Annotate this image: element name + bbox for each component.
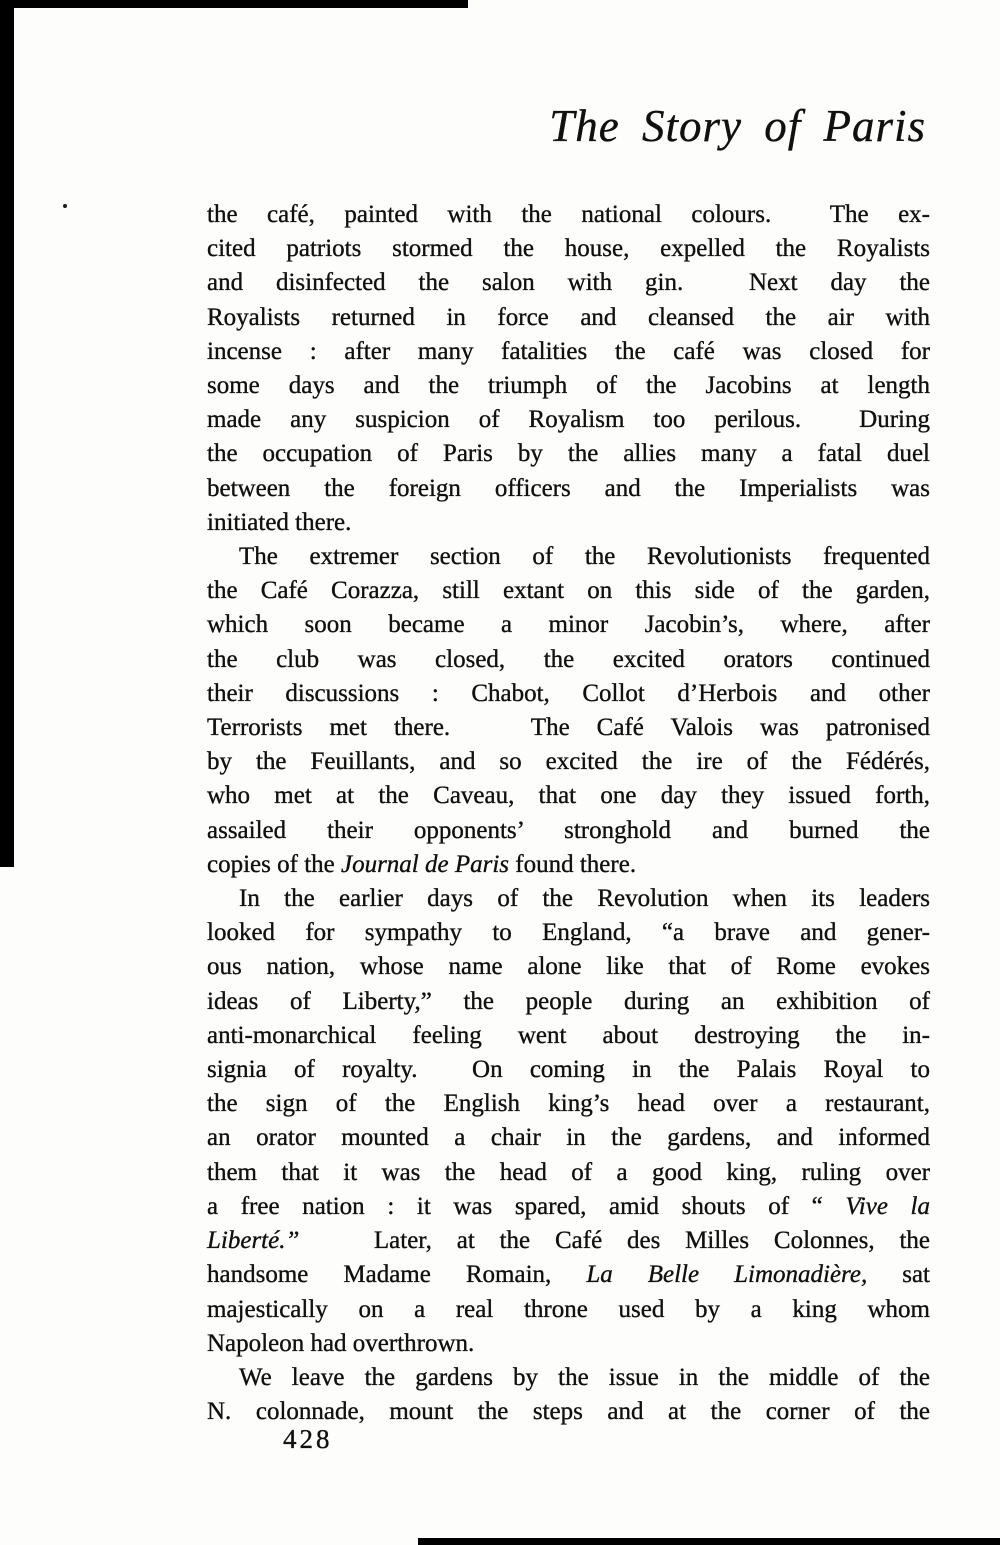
body-text-block (207, 198, 930, 1429)
page-number: 428 (283, 1424, 333, 1454)
text-line (207, 1019, 930, 1053)
text-segment: assailed their opponents’ stronghold and burned the (207, 816, 930, 844)
text-segment: the sign of the English king’s head over a restaurant, (207, 1090, 930, 1118)
text-segment: made any suspicion of Royalism too perilous. During (207, 406, 930, 434)
text-line (207, 437, 930, 471)
text-line (207, 1327, 930, 1361)
running-header-title: The Story of Paris (549, 101, 926, 151)
text-line (207, 848, 930, 882)
text-segment: Terrorists met there. The Café Valois was patronised (207, 714, 930, 742)
text-line (207, 1087, 930, 1121)
paragraph (207, 1361, 930, 1429)
text-segment: sat (867, 1261, 930, 1289)
italic-text-segment: Vive la (845, 1192, 931, 1220)
text-line (207, 266, 930, 300)
text-line (207, 1053, 930, 1087)
text-line (207, 985, 930, 1019)
text-segment: them that it was the head of a good king, ruling over (207, 1158, 930, 1186)
scan-edge-left-bar (0, 0, 14, 867)
text-line (207, 1224, 930, 1258)
text-segment: which soon became a minor Jacobin’s, where, after (207, 611, 930, 639)
text-segment: some days and the triumph of the Jacobins at length (207, 372, 930, 400)
italic-text-segment: La Belle Limonadière, (586, 1261, 868, 1289)
text-segment: In the earlier days of the Revolution when its leaders (239, 885, 930, 913)
text-line (207, 574, 930, 608)
text-segment: found there. (509, 850, 637, 878)
text-segment: initiated there. (207, 508, 352, 536)
text-line (207, 643, 930, 677)
text-line (207, 1121, 930, 1155)
text-line (207, 745, 930, 779)
text-line (207, 677, 930, 711)
text-segment: The extremer section of the Revolutionists frequented (239, 543, 930, 571)
paragraph (207, 198, 930, 540)
text-line (207, 950, 930, 984)
text-segment: signia of royalty. On coming in the Palais Royal to (207, 1056, 930, 1084)
text-segment: between the foreign officers and the Imperialists was (207, 474, 930, 502)
text-line (207, 335, 930, 369)
text-line (207, 814, 930, 848)
text-line (207, 301, 930, 335)
text-segment: ideas of Liberty,” the people during an exhibition of (207, 987, 930, 1015)
text-segment: handsome Madame Romain, (207, 1261, 587, 1289)
text-segment: looked for sympathy to England, “a brave and gener- (207, 919, 930, 947)
text-segment: incense : after many fatalities the café was closed for (207, 337, 930, 365)
text-segment: Royalists returned in force and cleansed the air with (207, 303, 930, 331)
text-segment: and disinfected the salon with gin. Next day the (207, 269, 930, 297)
paragraph (207, 540, 930, 882)
text-segment: the club was closed, the excited orators continued (207, 645, 930, 673)
text-line (207, 1258, 930, 1292)
text-segment: anti-monarchical feeling went about destroying the in- (207, 1021, 930, 1049)
text-segment: cited patriots stormed the house, expelled the Royalists (207, 235, 930, 263)
text-segment: Napoleon had overthrown. (207, 1329, 475, 1357)
text-line (207, 608, 930, 642)
text-segment: We leave the gardens by the issue in the middle of the (239, 1363, 930, 1391)
text-line (207, 472, 930, 506)
text-segment: their discussions : Chabot, Collot d’Herbois and other (207, 679, 930, 707)
scan-edge-top-bar (0, 0, 468, 8)
text-segment: the café, painted with the national colours. The ex- (207, 201, 930, 228)
text-segment: Later, at the Café des Milles Colonnes, the (299, 1227, 930, 1255)
text-line (207, 1293, 930, 1327)
text-line (207, 403, 930, 437)
text-line (207, 779, 930, 813)
text-segment: majestically on a real throne used by a king whom (207, 1295, 930, 1323)
text-line (207, 1156, 930, 1190)
text-line (207, 506, 930, 540)
text-segment: the occupation of Paris by the allies many a fatal duel (207, 440, 930, 468)
italic-text-segment: Journal de Paris (340, 850, 510, 878)
text-line (207, 1190, 930, 1224)
text-segment: the Café Corazza, still extant on this side of the garden, (207, 577, 930, 605)
italic-text-segment: Liberté.” (207, 1227, 300, 1255)
text-line (207, 198, 930, 232)
text-line (207, 540, 930, 574)
text-line (207, 916, 930, 950)
text-line (207, 882, 930, 916)
text-line (207, 369, 930, 403)
ink-speck (63, 204, 67, 208)
text-segment: a free nation : it was spared, amid shouts of “ (207, 1192, 846, 1220)
text-line (207, 232, 930, 266)
text-segment: by the Feuillants, and so excited the ire of the Fédérés, (207, 748, 930, 776)
text-line (207, 1361, 930, 1395)
text-segment: ous nation, whose name alone like that of Rome evokes (207, 953, 930, 981)
text-segment: who met at the Caveau, that one day they issued forth, (207, 782, 930, 810)
text-segment: N. colonnade, mount the steps and at the corner of the (207, 1398, 930, 1426)
scan-edge-bottom-bar (418, 1538, 1000, 1545)
paragraph (207, 882, 930, 1361)
text-segment: an orator mounted a chair in the gardens, and informed (207, 1124, 930, 1152)
text-line (207, 711, 930, 745)
text-segment: copies of the (207, 850, 341, 878)
